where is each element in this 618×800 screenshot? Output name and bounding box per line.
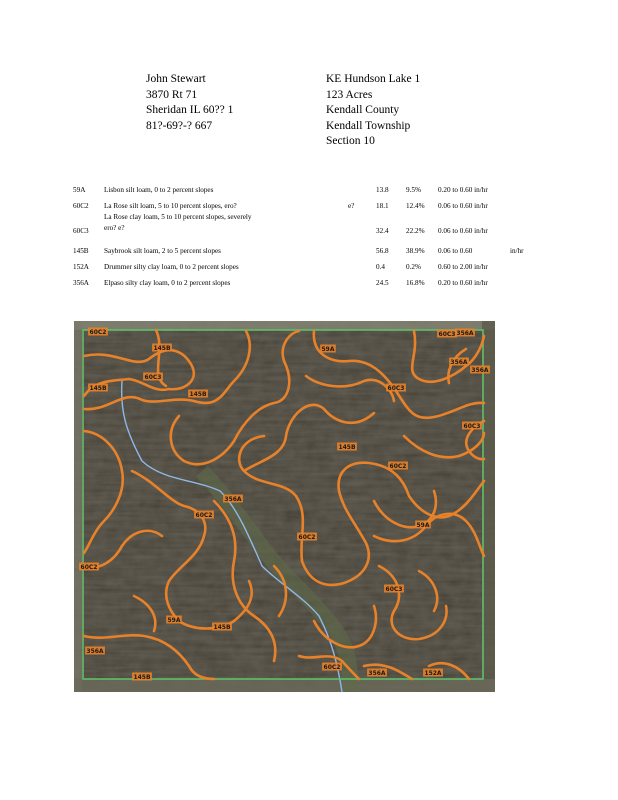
soil-code: 145B	[73, 247, 89, 255]
soil-map-label-text: 152A	[424, 670, 442, 677]
soil-map-label	[337, 443, 357, 452]
soil-map-label-text: 59A	[167, 617, 181, 624]
soil-map-label-text: 60C2	[389, 463, 407, 470]
soil-map-label-text: 59A	[321, 346, 335, 353]
soil-row	[0, 213, 618, 235]
soil-map-label-text: 60C3	[385, 586, 403, 593]
owner-name: John Stewart	[146, 73, 206, 85]
soil-map-label-text: 59A	[416, 522, 430, 529]
soil-map-label-text: 60C2	[89, 329, 107, 336]
soil-percent: 0.2%	[406, 263, 421, 271]
soil-description: Lisbon silt loam, 0 to 2 percent slopes	[104, 186, 214, 194]
soil-row	[0, 263, 618, 273]
soil-map-label	[455, 329, 475, 338]
soil-acres: 24.5	[376, 279, 389, 287]
soil-map-label	[367, 669, 387, 678]
farm-acres: 123 Acres	[326, 88, 373, 101]
soil-acres: 0.4	[376, 263, 385, 271]
soil-map-label	[152, 344, 172, 353]
soil-map-label-text: 60C2	[298, 534, 316, 541]
soil-description: La Rose clay loam, 5 to 10 percent slopes, severely	[104, 213, 252, 221]
soil-map-label	[386, 384, 406, 393]
soil-code: 60C2	[73, 202, 89, 210]
soil-map-label	[85, 647, 105, 656]
soil-map-label	[194, 511, 214, 520]
soil-permeability: 0.60 to 2.00 in/hr	[438, 263, 488, 271]
soil-permeability: 0.06 to 0.60 in/hr	[438, 202, 488, 210]
owner-phone: 81?-69?-? 667	[146, 119, 213, 132]
soil-map-label-text: 356A	[224, 496, 242, 503]
soil-map-label	[384, 585, 404, 594]
soil-permeability: 0.06 to 0.60	[438, 247, 473, 255]
soil-map-label-text: 60C2	[80, 564, 98, 571]
soil-map-label-text: 60C3	[438, 331, 456, 338]
west-road	[74, 321, 82, 692]
soil-mark: e?	[348, 202, 355, 210]
soil-map-label-text: 356A	[86, 648, 104, 655]
soil-map-label	[132, 673, 152, 682]
owner-city: Sheridan IL 60?? 1	[146, 104, 234, 116]
soil-description: Drummer silty clay loam, 0 to 2 percent slopes	[104, 263, 239, 271]
soil-row	[0, 186, 618, 196]
soil-unit: in/hr	[510, 247, 524, 255]
soil-map-label	[223, 495, 243, 504]
soil-map-label-text: 145B	[189, 391, 207, 398]
soil-map-label	[320, 345, 336, 354]
soil-description: Elpaso silty clay loam, 0 to 2 percent slopes	[104, 279, 231, 287]
soil-map-label-text: 145B	[338, 444, 356, 451]
soil-code: 60C3	[73, 227, 89, 235]
soil-acres: 13.8	[376, 186, 389, 194]
farm-name: KE Hundson Lake 1	[326, 73, 421, 85]
soil-table	[0, 0, 618, 320]
soil-permeability: 0.20 to 0.60 in/hr	[438, 186, 488, 194]
farm-township: Kendall Township	[326, 119, 411, 132]
soil-map-label	[437, 330, 457, 339]
soil-percent: 12.4%	[406, 202, 425, 210]
soil-map-label-text: 145B	[213, 624, 231, 631]
north-road	[74, 321, 495, 330]
soil-percent: 22.2%	[406, 227, 425, 235]
soil-map-label-text: 145B	[153, 345, 171, 352]
soil-row	[0, 279, 618, 289]
soil-map-label-text: 356A	[471, 367, 489, 374]
soil-acres: 56.8	[376, 247, 389, 255]
soil-description: Saybrook silt loam, 2 to 5 percent slopes	[104, 247, 221, 255]
soil-percent: 16.8%	[406, 279, 425, 287]
soil-permeability: 0.20 to 0.60 in/hr	[438, 279, 488, 287]
soil-map-label	[88, 328, 108, 337]
soil-map-label	[297, 533, 317, 542]
farm-county: Kendall County	[326, 104, 400, 116]
soil-map-label	[449, 358, 469, 367]
soil-map-label	[166, 616, 182, 625]
soil-code: 356A	[73, 279, 89, 287]
owner-address: 3870 Rt 71	[146, 88, 198, 101]
soil-map-label	[388, 462, 408, 471]
farm-section: Section 10	[326, 135, 375, 147]
soil-code: 152A	[73, 263, 89, 271]
soil-map-label-text: 356A	[368, 670, 386, 677]
soil-description-cont: ero? e?	[104, 224, 125, 232]
soil-map-label-text: 356A	[456, 330, 474, 337]
soil-map-label-text: 60C3	[144, 374, 162, 381]
soil-percent: 38.9%	[406, 247, 425, 255]
soil-map-label-text: 145B	[89, 385, 107, 392]
soil-map-label-text: 60C3	[387, 385, 405, 392]
soil-row	[0, 247, 618, 257]
soil-map-label-text: 60C2	[195, 512, 213, 519]
soil-code: 59A	[73, 186, 86, 194]
soil-map-label	[143, 373, 163, 382]
east-edge	[482, 321, 495, 692]
soil-map	[74, 321, 495, 692]
soil-map-label	[88, 384, 108, 393]
soil-map-label	[470, 366, 490, 375]
soil-map-label	[212, 623, 232, 632]
soil-acres: 32.4	[376, 227, 389, 235]
soil-map-label	[462, 422, 482, 431]
soil-map-label	[322, 663, 342, 672]
soil-map-label-text: 356A	[450, 359, 468, 366]
soil-map-label	[79, 563, 99, 572]
soil-permeability: 0.06 to 0.60 in/hr	[438, 227, 488, 235]
soil-map-label-text: 145B	[133, 674, 151, 681]
soil-map-label	[415, 521, 431, 530]
soil-percent: 9.5%	[406, 186, 421, 194]
soil-description: La Rose silt loam, 5 to 10 percent slopes, ero?	[104, 202, 237, 210]
soil-map-label-text: 60C3	[463, 423, 481, 430]
soil-map-label	[188, 390, 208, 399]
soil-map-label-text: 60C2	[323, 664, 341, 671]
soil-acres: 18.1	[376, 202, 389, 210]
soil-row	[0, 202, 618, 212]
soil-map-label	[423, 669, 443, 678]
soil-map-image	[74, 321, 495, 692]
